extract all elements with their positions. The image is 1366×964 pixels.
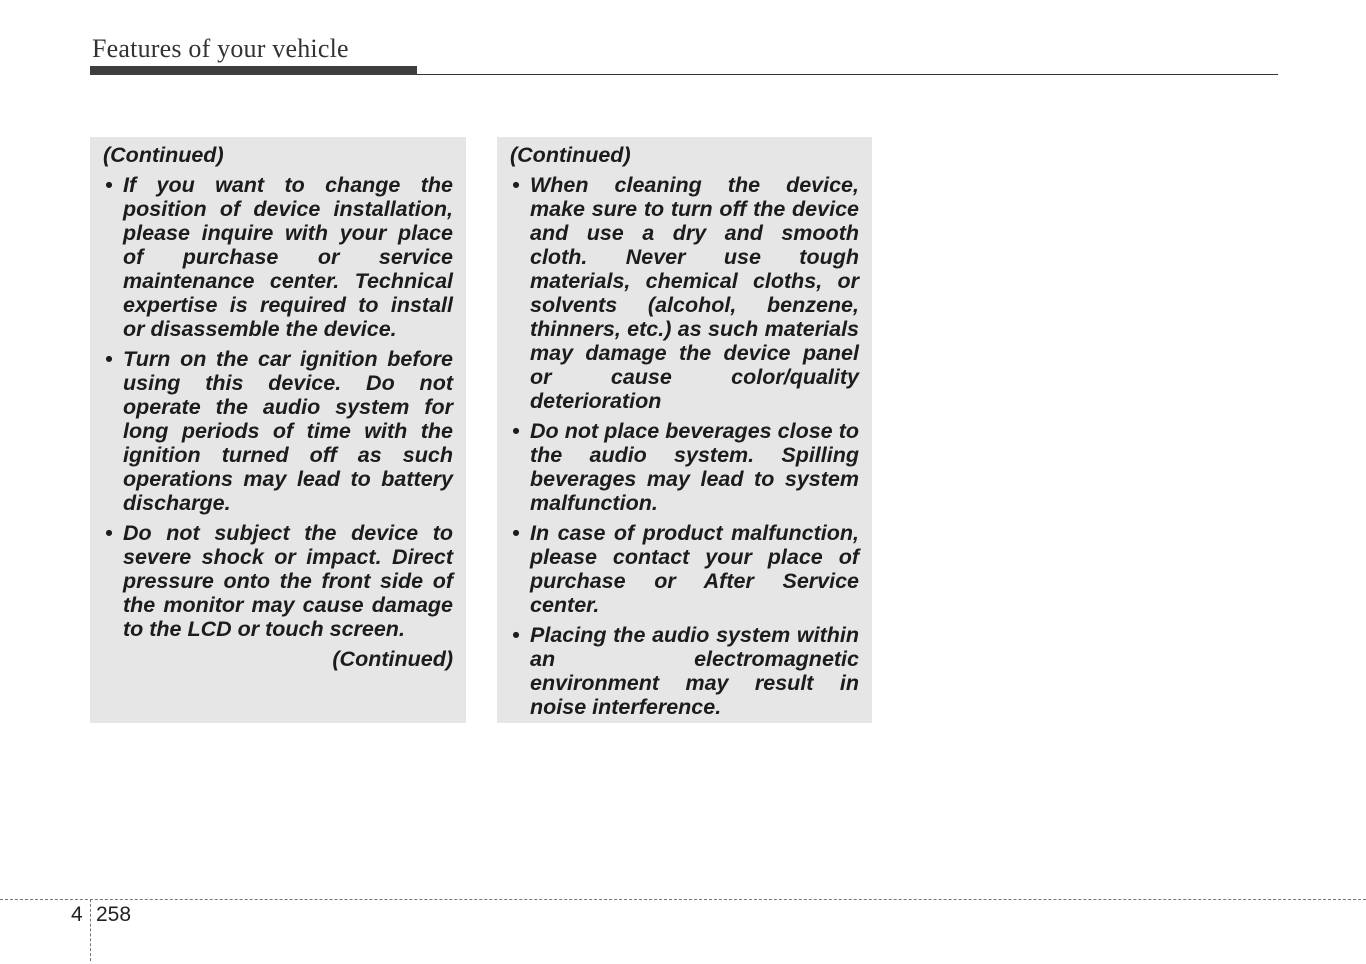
footer-rule: [0, 899, 1366, 900]
header-accent-bar: [90, 66, 417, 75]
list-item: [103, 521, 453, 641]
list-item-text: In case of product malfunction, please contact your place of purchase or After Service center.: [530, 521, 859, 617]
list-item: [510, 173, 859, 413]
list-item-text: If you want to change the position of device installation, please inquire with your place of purchase or service maintenance center. Technical expertise is required to install or disassemble the device.: [123, 173, 453, 341]
list-item: [510, 521, 859, 617]
caution-list: [510, 173, 859, 719]
caution-box-left: [90, 137, 466, 723]
bullet-icon: •: [105, 521, 113, 545]
bullet-icon: •: [512, 521, 520, 545]
caution-list: [103, 173, 453, 641]
chapter-number: 4: [71, 903, 83, 926]
continued-label: (Continued): [510, 143, 631, 167]
header-rule: [417, 74, 1278, 75]
bullet-icon: •: [512, 623, 520, 647]
list-item: [103, 347, 453, 515]
bullet-icon: •: [512, 173, 520, 197]
list-item-text: Placing the audio system within an electromagnetic environment may result in noise interference.: [530, 623, 859, 719]
bullet-icon: •: [105, 173, 113, 197]
bullet-icon: •: [512, 419, 520, 443]
page-number: 258: [96, 903, 132, 926]
list-item-text: Do not place beverages close to the audio system. Spilling beverages may lead to system malfunction.: [530, 419, 859, 515]
caution-box-right: [497, 137, 872, 723]
footer-divider: [90, 899, 91, 961]
list-item: [510, 623, 859, 719]
list-item-text: Turn on the car ignition before using this device. Do not operate the audio system for long periods of time with the ignition turned off as such operations may lead to battery discharge.: [123, 347, 453, 515]
list-item: [510, 419, 859, 515]
section-title: Features of your vehicle: [92, 34, 349, 63]
list-item-text: Do not subject the device to severe shock or impact. Direct pressure onto the front side of the monitor may cause damage to the LCD or touch screen.: [123, 521, 453, 641]
list-item: [103, 173, 453, 341]
bullet-icon: •: [105, 347, 113, 371]
continued-label-bottom: (Continued): [332, 647, 453, 671]
continued-label: (Continued): [103, 143, 224, 167]
list-item-text: When cleaning the device, make sure to turn off the device and use a dry and smooth cloth. Never use tough materials, chemical cloths, or solvents (alcohol, benzene, thinners, etc.) as such materials may damage the device panel or cause color/quality deterioration: [530, 173, 859, 413]
